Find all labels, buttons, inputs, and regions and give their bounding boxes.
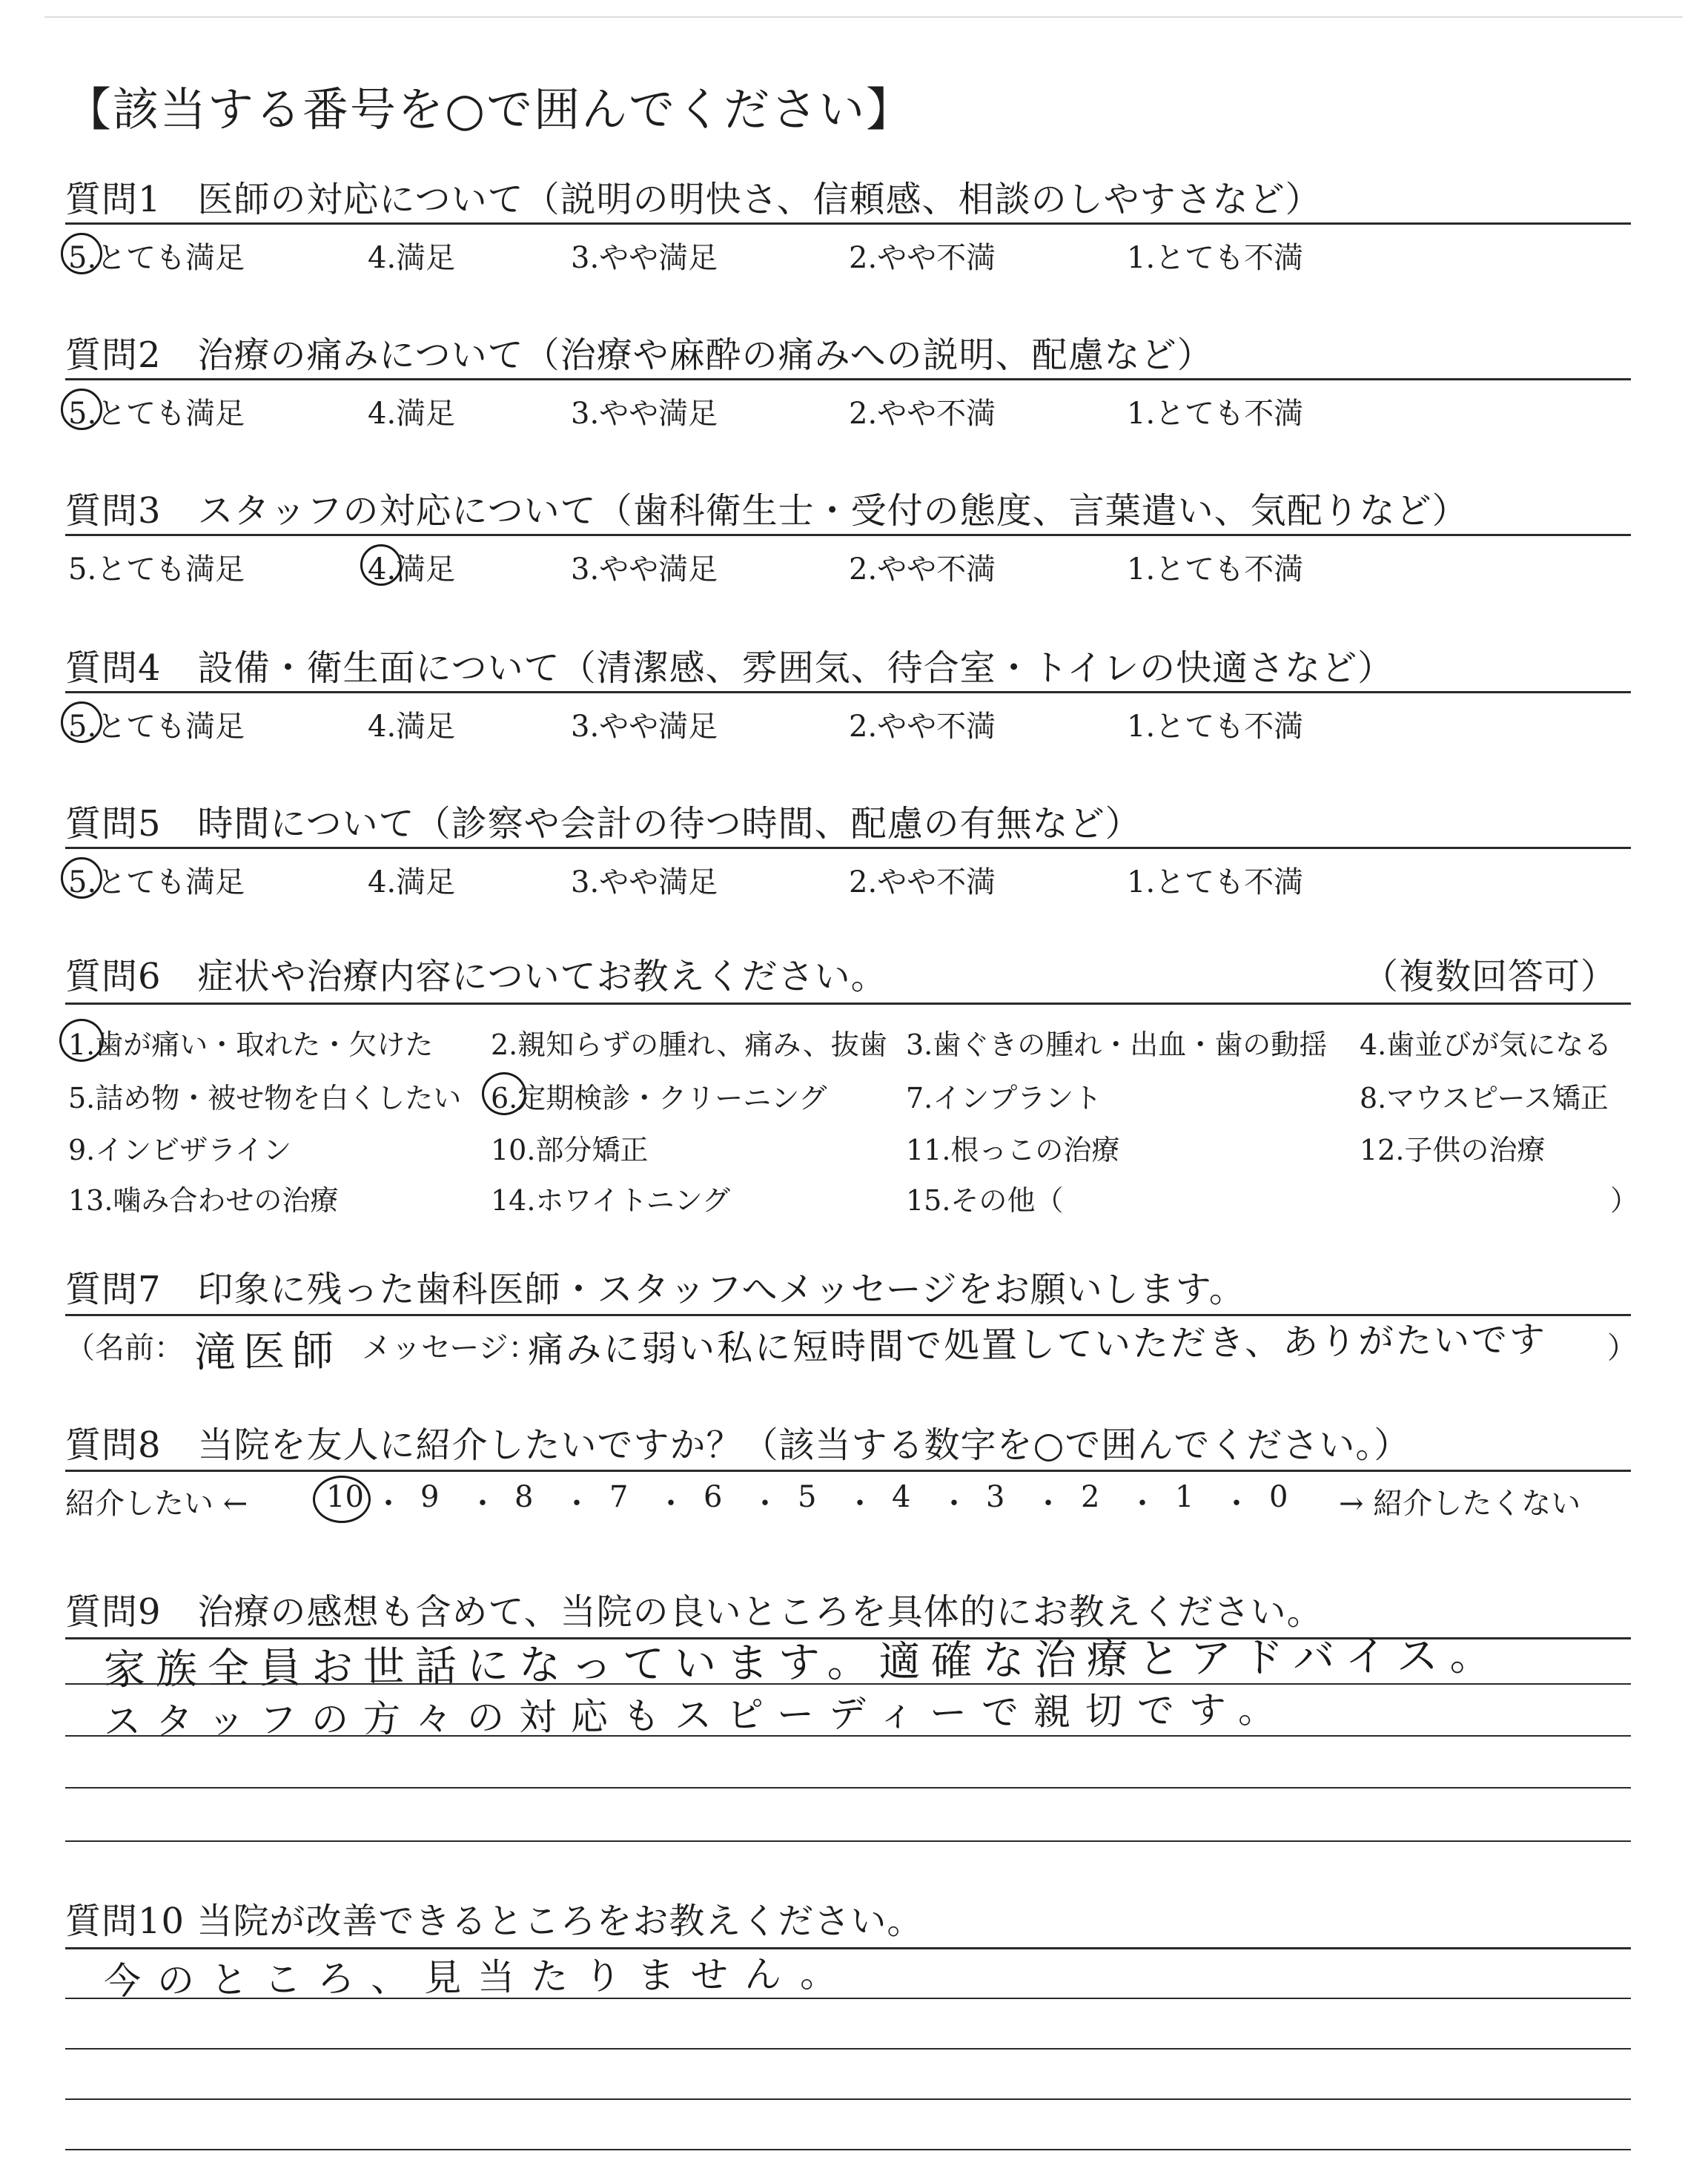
q5-option-3[interactable]: 3.やや満足 — [571, 865, 718, 899]
q1-option-1[interactable]: 1.とても不満 — [1127, 241, 1304, 275]
q2-option-4[interactable]: 4.満足 — [368, 397, 456, 431]
q5-option-4[interactable]: 4.満足 — [368, 865, 456, 899]
q4-selected-circle — [61, 701, 102, 743]
q2-rule — [65, 378, 1631, 380]
q6-option-16: ） — [1610, 1184, 1639, 1217]
q10-rule-5 — [65, 2149, 1631, 2150]
q3-option-1[interactable]: 1.とても不満 — [1127, 552, 1304, 587]
q6-option-1[interactable]: 1.歯が痛い・取れた・欠けた — [68, 1028, 434, 1061]
q8-scale-dot: ・ — [939, 1487, 969, 1521]
q4-title: 質問4 設備・衛生面について（清潔感、雰囲気、待合室・トイレの快適さなど） — [65, 647, 1394, 689]
q8-scale-10[interactable]: 10 — [326, 1480, 364, 1514]
q3-option-2[interactable]: 2.やや不満 — [849, 552, 996, 587]
q3-option-4[interactable]: 4.満足 — [368, 552, 456, 587]
q8-title: 質問8 当院を友人に紹介したいですか？（該当する数字を○で囲んでください。） — [65, 1424, 1411, 1466]
q8-scale-dot: ・ — [374, 1487, 403, 1521]
q8-rule — [65, 1470, 1631, 1472]
q5-selected-circle — [61, 857, 102, 899]
q9-answer-line-1[interactable]: 家族全員お世話になっています。適確な治療とアドバイス。 — [103, 1631, 1502, 1694]
q9-answer-line-2[interactable]: スタッフの方々の対応もスピーディーで親切です。 — [103, 1688, 1291, 1743]
q3-selected-circle — [360, 544, 402, 586]
q3-title: 質問3 スタッフの対応について（歯科衛生士・受付の態度、言葉遣い、気配りなど） — [65, 490, 1469, 532]
top-border — [44, 16, 1683, 18]
q8-scale-dot: ・ — [1128, 1487, 1157, 1521]
q2-option-3[interactable]: 3.やや満足 — [571, 397, 718, 431]
q6-option-12[interactable]: 12.子供の治療 — [1360, 1134, 1546, 1166]
q1-title: 質問1 医師の対応について（説明の明快さ、信頼感、相談のしやすさなど） — [65, 179, 1322, 220]
q6-option-5[interactable]: 5.詰め物・被せ物を白くしたい — [68, 1082, 462, 1114]
q2-option-5[interactable]: 5.とても満足 — [68, 397, 245, 431]
q6-option-2[interactable]: 2.親知らずの腫れ、痛み、抜歯 — [491, 1028, 887, 1061]
q8-scale-5[interactable]: 5 — [798, 1480, 817, 1514]
q4-option-2[interactable]: 2.やや不満 — [849, 710, 996, 744]
q3-option-5[interactable]: 5.とても満足 — [68, 552, 245, 587]
q6-option-4[interactable]: 4.歯並びが気になる — [1360, 1028, 1612, 1061]
q9-rule-4 — [65, 1787, 1631, 1789]
q6-option-9[interactable]: 9.インビザライン — [68, 1134, 292, 1166]
q4-option-5[interactable]: 5.とても満足 — [68, 710, 245, 744]
q7-message-answer[interactable]: 痛みに弱い私に短時間で処置していただき、ありがたいです — [527, 1318, 1548, 1371]
q7-name-label: （名前： — [65, 1331, 184, 1365]
q8-scale-dot: ・ — [1222, 1487, 1251, 1521]
q1-rule — [65, 222, 1631, 225]
q8-scale-1[interactable]: 1 — [1175, 1480, 1194, 1514]
q7-message-label: メッセージ： — [362, 1331, 538, 1365]
q9-title: 質問9 治療の感想も含めて、当院の良いところを具体的にお教えください。 — [65, 1591, 1323, 1633]
q5-option-2[interactable]: 2.やや不満 — [849, 865, 996, 899]
q8-scale-dot: ・ — [1033, 1487, 1063, 1521]
q9-rule-5 — [65, 1840, 1631, 1842]
q6-option-8[interactable]: 8.マウスピース矯正 — [1360, 1082, 1609, 1114]
q10-rule-4 — [65, 2098, 1631, 2100]
q6-note: （複数回答可） — [1363, 956, 1618, 997]
q6-title: 質問6 症状や治療内容についてお教えください。 — [65, 956, 887, 997]
q3-option-3[interactable]: 3.やや満足 — [571, 552, 718, 587]
q6-option-10[interactable]: 10.部分矯正 — [491, 1134, 649, 1166]
q8-scale-9[interactable]: 9 — [420, 1480, 440, 1514]
q10-title: 質問10 当院が改善できるところをお教えください。 — [65, 1900, 924, 1942]
q8-left-label: 紹介したい ← — [65, 1487, 248, 1521]
q10-rule-3 — [65, 2048, 1631, 2050]
q1-option-2[interactable]: 2.やや不満 — [849, 241, 996, 275]
q6-option-11[interactable]: 11.根っこの治療 — [906, 1134, 1120, 1166]
q8-scale-3[interactable]: 3 — [986, 1480, 1005, 1514]
q6-option-7[interactable]: 7.インプラント — [906, 1082, 1102, 1114]
q8-scale-0[interactable]: 0 — [1269, 1480, 1288, 1514]
q4-option-1[interactable]: 1.とても不満 — [1127, 710, 1304, 744]
q1-option-3[interactable]: 3.やや満足 — [571, 241, 718, 275]
q1-option-5[interactable]: 5.とても満足 — [68, 241, 245, 275]
q8-right-label: → 紹介したくない — [1339, 1487, 1581, 1521]
q6-option-3[interactable]: 3.歯ぐきの腫れ・出血・歯の動揺 — [906, 1028, 1328, 1061]
q8-scale-6[interactable]: 6 — [704, 1480, 723, 1514]
form-header: 【該当する番号を○で囲んでください】 — [65, 82, 914, 136]
q8-scale-dot: ・ — [750, 1487, 780, 1521]
q7-title: 質問7 印象に残った歯科医師・スタッフへメッセージをお願いします。 — [65, 1269, 1245, 1310]
q2-title: 質問2 治療の痛みについて（治療や麻酔の痛みへの説明、配慮など） — [65, 334, 1214, 376]
q2-option-2[interactable]: 2.やや不満 — [849, 397, 996, 431]
q1-selected-circle — [61, 233, 102, 274]
q8-scale-dot: ・ — [845, 1487, 875, 1521]
q6-option-13[interactable]: 13.噛み合わせの治療 — [68, 1184, 339, 1217]
q5-rule — [65, 847, 1631, 849]
q8-scale-dot: ・ — [656, 1487, 686, 1521]
q6-option-14[interactable]: 14.ホワイトニング — [491, 1184, 731, 1217]
q6-selected-circle-1 — [59, 1019, 104, 1062]
q4-option-3[interactable]: 3.やや満足 — [571, 710, 718, 744]
q7-close-paren: ） — [1607, 1331, 1637, 1365]
q4-rule — [65, 691, 1631, 693]
q8-scale-7[interactable]: 7 — [609, 1480, 629, 1514]
q8-scale-8[interactable]: 8 — [514, 1480, 534, 1514]
q8-scale-dot: ・ — [468, 1487, 497, 1521]
q8-selected-circle — [313, 1476, 371, 1523]
q10-answer-line-1[interactable]: 今のところ、見当たりません。 — [103, 1952, 854, 2003]
q5-option-5[interactable]: 5.とても満足 — [68, 865, 245, 899]
q6-option-6[interactable]: 6.定期検診・クリーニング — [491, 1082, 827, 1114]
q2-selected-circle — [61, 389, 102, 430]
q8-scale-2[interactable]: 2 — [1081, 1480, 1100, 1514]
q6-option-15[interactable]: 15.その他（ — [906, 1184, 1064, 1217]
q5-title: 質問5 時間について（診察や会計の待つ時間、配慮の有無など） — [65, 803, 1142, 845]
q8-scale-4[interactable]: 4 — [892, 1480, 911, 1514]
q1-option-4[interactable]: 4.満足 — [368, 241, 456, 275]
q3-rule — [65, 534, 1631, 536]
q6-rule — [65, 1003, 1631, 1005]
q7-name-value[interactable]: 滝医師 — [193, 1327, 342, 1377]
q6-selected-circle-6 — [482, 1072, 526, 1115]
q4-option-4[interactable]: 4.満足 — [368, 710, 456, 744]
q2-option-1[interactable]: 1.とても不満 — [1127, 397, 1304, 431]
q8-scale-dot: ・ — [562, 1487, 592, 1521]
q5-option-1[interactable]: 1.とても不満 — [1127, 865, 1304, 899]
